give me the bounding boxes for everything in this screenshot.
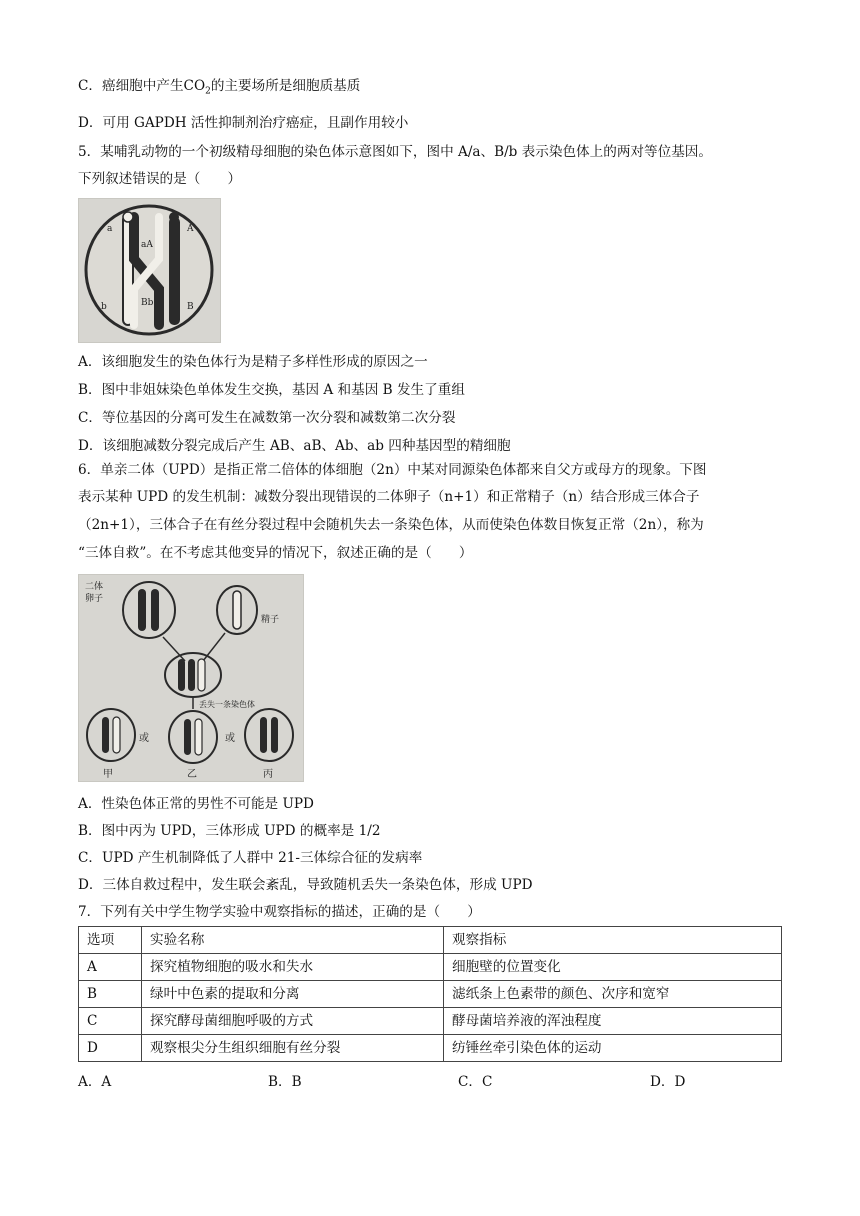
q6-option-d: D．三体自救过程中，发生联会紊乱，导致随机丢失一条染色体，形成 UPD	[78, 877, 533, 893]
table-cell: 探究酵母菌细胞呼吸的方式	[142, 1008, 444, 1035]
centromere-2	[169, 212, 179, 222]
arrow-egg-to-zygote	[163, 637, 185, 661]
q7-choice-d: D．D	[650, 1074, 686, 1090]
cell-label-yi: 乙	[187, 769, 197, 780]
dark-chromatid-2	[169, 217, 180, 325]
q6-stem-line-3: （2n+1），三体合子在有丝分裂过程中会随机失去一条染色体，从而使染色体数目恢复正常（2n），称为	[78, 517, 704, 533]
table-row	[79, 1008, 782, 1035]
sperm-chromosome	[233, 591, 241, 629]
or-label-1: 或	[139, 733, 149, 744]
figure-label-a1: a	[107, 224, 113, 234]
centromere-1	[123, 212, 133, 222]
q6-stem-line-1: 6．单亲二体（UPD）是指正常二倍体的体细胞（2n）中某对同源染色体都来自父方或母方的现象。下图	[78, 462, 707, 478]
cell-bing	[245, 709, 293, 761]
bing-chromosome-2	[271, 717, 278, 753]
table-header: 选项	[79, 927, 142, 954]
jia-chromosome-2	[113, 717, 120, 753]
jia-chromosome-1	[102, 717, 109, 753]
observation-table	[78, 926, 782, 1062]
table-header: 实验名称	[142, 927, 444, 954]
chromosome-crossover-figure	[78, 198, 221, 343]
table-cell: 细胞壁的位置变化	[444, 954, 782, 981]
lose-chromosome-label: 丢失一条染色体	[199, 700, 255, 709]
table-cell: 观察根尖分生组织细胞有丝分裂	[142, 1035, 444, 1062]
q4-option-d: D．可用 GAPDH 活性抑制剂治疗癌症，且副作用较小	[78, 115, 409, 131]
q7-stem: 7．下列有关中学生物学实验中观察指标的描述，正确的是（ ）	[78, 904, 481, 920]
zygote-chromosome-3	[198, 659, 205, 691]
upd-mechanism-figure	[78, 574, 304, 782]
figure-label-A: A	[187, 224, 194, 234]
q6-option-b: B．图中丙为 UPD，三体形成 UPD 的概率是 1/2	[78, 823, 381, 839]
table-header-row	[79, 927, 782, 954]
q4-option-c-text: C．癌细胞中产生CO	[78, 78, 206, 94]
table-cell: D	[79, 1035, 142, 1062]
q5-option-b: B．图中非姐妹染色单体发生交换，基因 A 和基因 B 发生了重组	[78, 382, 465, 398]
q5-option-d: D．该细胞减数分裂完成后产生 AB、aB、Ab、ab 四种基因型的精细胞	[78, 438, 511, 454]
q5-stem-line-1: 5．某哺乳动物的一个初级精母细胞的染色体示意图如下，图中 A/a、B/b 表示染色体上的两对等位基因。	[78, 144, 712, 160]
q6-stem-line-4: “三体自救”。在不考虑其他变异的情况下，叙述正确的是（ ）	[78, 545, 473, 561]
or-label-2: 或	[225, 733, 235, 744]
q5-stem-line-2: 下列叙述错误的是（ ）	[78, 171, 242, 187]
bing-chromosome-1	[260, 717, 267, 753]
table-cell: 酵母菌培养液的浑浊程度	[444, 1008, 782, 1035]
yi-chromosome-2	[195, 719, 202, 755]
yi-chromosome-1	[184, 719, 191, 755]
table-row	[79, 981, 782, 1008]
figure-label-B: B	[187, 302, 194, 312]
q5-option-c: C．等位基因的分离可发生在减数第一次分裂和减数第二次分裂	[78, 410, 456, 426]
table-cell: 滤纸条上色素带的颜色、次序和宽窄	[444, 981, 782, 1008]
cell-jia	[87, 709, 135, 761]
arrow-sperm-to-zygote	[203, 633, 225, 661]
table-cell: 绿叶中色素的提取和分离	[142, 981, 444, 1008]
q6-option-c: C．UPD 产生机制降低了人群中 21-三体综合征的发病率	[78, 850, 423, 866]
table-cell: 纺锤丝牵引染色体的运动	[444, 1035, 782, 1062]
cell-label-bing: 丙	[263, 769, 273, 780]
egg-chromosome-2	[151, 589, 159, 631]
table-row	[79, 954, 782, 981]
table-cell: C	[79, 1008, 142, 1035]
table-header: 观察指标	[444, 927, 782, 954]
sperm-label: 精子	[261, 615, 280, 625]
figure-label-aA: aA	[141, 240, 153, 250]
table-cell: A	[79, 954, 142, 981]
upd-mechanism-svg	[79, 575, 303, 781]
zygote-chromosome-2	[188, 659, 195, 691]
table-row	[79, 1035, 782, 1062]
egg-chromosome-1	[138, 589, 146, 631]
q7-choice-c: C．C	[458, 1074, 493, 1090]
q7-choice-a: A．A	[78, 1074, 112, 1090]
chromosome-crossover-svg	[79, 199, 220, 342]
co2-subscript: 2	[205, 86, 211, 97]
figure-label-Bb: Bb	[141, 298, 154, 308]
q5-option-a: A．该细胞发生的染色体行为是精子多样性形成的原因之一	[78, 354, 428, 370]
cell-yi	[169, 711, 217, 763]
q7-choice-b: B．B	[268, 1074, 302, 1090]
zygote-chromosome-1	[178, 659, 185, 691]
table-cell: B	[79, 981, 142, 1008]
figure-label-b: b	[101, 302, 107, 312]
q4-option-c-tail: 的主要场所是细胞质基质	[210, 78, 361, 94]
table-cell: 探究植物细胞的吸水和失水	[142, 954, 444, 981]
egg-label-1: 二体	[85, 582, 104, 592]
egg-cell	[123, 582, 175, 638]
q6-option-a: A．性染色体正常的男性不可能是 UPD	[78, 796, 314, 812]
q7-choices	[78, 1070, 782, 1090]
cell-label-jia: 甲	[103, 769, 113, 780]
q6-stem-line-2: 表示某种 UPD 的发生机制：减数分裂出现错误的二体卵子（n+1）和正常精子（n）结合形成三体合子	[78, 489, 700, 505]
egg-label-2: 卵子	[85, 594, 104, 604]
q4-option-c	[78, 76, 360, 102]
